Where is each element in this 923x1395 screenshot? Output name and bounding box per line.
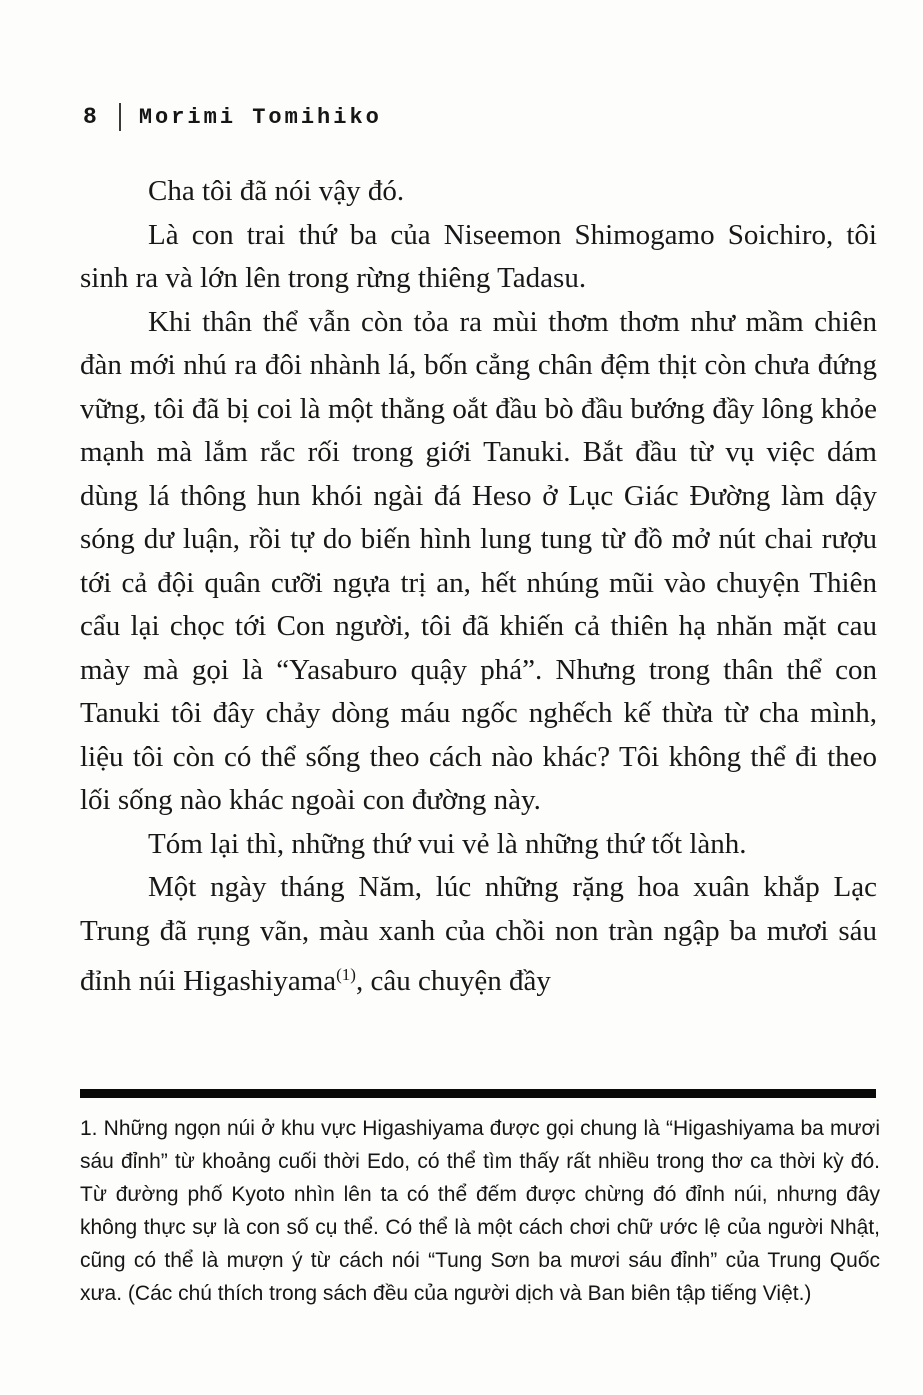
paragraph: Cha tôi đã nói vậy đó. <box>148 175 405 207</box>
paragraph: Là con trai thứ ba của Niseemon Shimogamo Soichiro, tôi sinh ra và lớn lên trong rừng thiêng Tadasu. <box>80 218 877 294</box>
paragraph <box>80 866 877 1004</box>
footnote-text: 1. Những ngọn núi ở khu vực Higashiyama được gọi chung là “Higashiyama ba mươi sáu đỉnh” từ khoảng cuối thời Edo, có thể tìm thấy rất nhiều trong thơ ca thời kỳ đó. Từ đường phố Kyoto nhìn lên ta có thể đếm được chừng đó đỉnh núi, nhưng đây không thực sự là con số cụ thể. Có thể là một cách chơi chữ ước lệ của người Nhật, cũng có thể là mượn ý từ cách nói “Tung Sơn ba mươi sáu đỉnh” của Trung Quốc xưa. (Các chú thích trong sách đều của người dịch và Ban biên tập tiếng Việt.) <box>80 1117 880 1305</box>
footnote-separator-rule <box>80 1089 876 1098</box>
paragraph-text: Một ngày tháng Năm, lúc những rặng hoa xuân khắp Lạc Trung đã rụng vãn, màu xanh của chồi non tràn ngập ba mươi sáu đỉnh núi Higashiyama <box>80 871 877 997</box>
paragraph: Tóm lại thì, những thứ vui vẻ là những thứ tốt lành. <box>148 827 747 860</box>
footnote-block <box>80 1112 880 1310</box>
running-header <box>83 103 382 131</box>
paragraph-text: , câu chuyện đầy <box>355 965 551 997</box>
paragraph: Khi thân thể vẫn còn tỏa ra mùi thơm thơm như mầm chiên đàn mới nhú ra đôi nhành lá, bốn cẳng chân đệm thịt còn chưa đứng vững, tôi đã bị coi là một thằng oắt đầu bò đầu bướng đầy lông khỏe mạnh mà lắm rắc rối trong giới Tanuki. Bắt đầu từ vụ việc dám dùng lá thông hun khói ngài đá Heso ở Lục Giác Đường làm dậy sóng dư luận, rồi tự do biến hình lung tung từ đồ mở nút chai rượu tới cả đội quân cưỡi ngựa trị an, hết nhúng mũi vào chuyện Thiên cẩu lại chọc tới Con người, tôi đã khiến cả thiên hạ nhăn mặt cau mày mà gọi là “Yasaburo quậy phá”. Nhưng trong thân thể con Tanuki tôi đây chảy dòng máu ngốc nghếch kế thừa từ cha mình, liệu tôi còn có thể sống theo cách nào khác? Tôi không thể đi theo lối sống nào khác ngoài con đường này. <box>80 305 877 816</box>
footnote-reference: (1) <box>336 965 356 984</box>
page-number: 8 <box>83 104 97 130</box>
body-text <box>80 170 877 1004</box>
header-divider <box>119 103 121 131</box>
author-name: Morimi Tomihiko <box>138 104 382 130</box>
